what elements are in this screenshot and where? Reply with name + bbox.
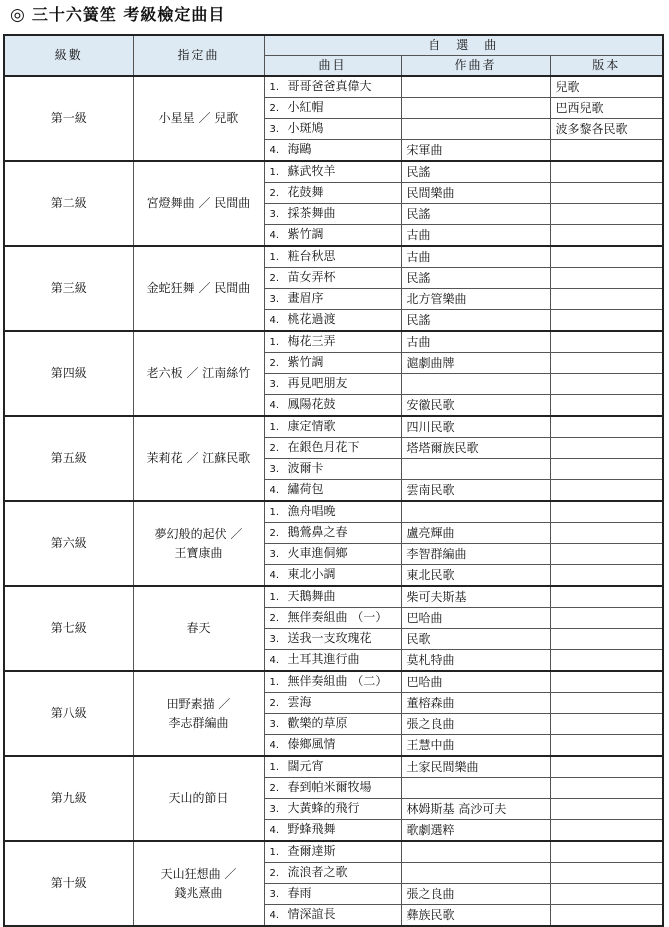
- composer-cell: 民間樂曲: [401, 183, 550, 204]
- circle-mark-icon: ◎: [10, 5, 26, 25]
- piece-title-cell: [264, 140, 401, 162]
- composer-cell: 滬劇曲牌: [401, 353, 550, 374]
- piece-title: 春雨: [287, 886, 312, 900]
- level-cell: 第六級: [4, 501, 133, 586]
- piece-number: 3.: [269, 634, 280, 645]
- piece-number: 1.: [269, 167, 280, 178]
- optional-header: 自 選 曲: [264, 35, 663, 56]
- edition-cell: 巴西兒歌: [550, 98, 663, 119]
- piece-title: 在銀色月花下: [287, 440, 360, 454]
- piece-number: 4.: [269, 400, 280, 411]
- composer-cell: 古曲: [401, 246, 550, 268]
- piece-number: 4.: [269, 315, 280, 326]
- piece-title: 康定情歌: [287, 419, 336, 433]
- edition-cell: [550, 183, 663, 204]
- designated-piece-line: 王寶康曲: [174, 545, 223, 560]
- piece-title-cell: [264, 204, 401, 225]
- piece-title: 東北小調: [287, 567, 336, 581]
- piece-title: 繡荷包: [287, 482, 324, 496]
- piece-number: 2.: [269, 443, 280, 454]
- piece-number: 4.: [269, 485, 280, 496]
- piece-title: 春到帕米爾牧場: [287, 780, 372, 794]
- designated-piece-cell: [133, 331, 264, 416]
- edition-cell: [550, 459, 663, 480]
- table-header: [4, 35, 663, 76]
- table-row: [4, 161, 663, 183]
- piece-number: 3.: [269, 379, 280, 390]
- piece-number: 1.: [269, 507, 280, 518]
- piece-title: 花鼓舞: [287, 185, 324, 199]
- designated-piece-line: 茉莉花 ／ 江蘇民歌: [146, 451, 251, 465]
- piece-title-cell: [264, 480, 401, 502]
- piece-number: 1.: [269, 82, 280, 93]
- piece-number: 2.: [269, 528, 280, 539]
- piece-title-cell: [264, 608, 401, 629]
- piece-title: 鳳陽花鼓: [287, 397, 336, 411]
- piece-title: 漁舟唱晚: [287, 504, 336, 518]
- piece-number: 1.: [269, 592, 280, 603]
- piece-number: 4.: [269, 230, 280, 241]
- piece-title-cell: [264, 374, 401, 395]
- piece-title: 紫竹調: [287, 227, 324, 241]
- piece-number: 2.: [269, 868, 280, 879]
- composer-cell: 王慧中曲: [401, 735, 550, 757]
- composer-cell: 安徽民歌: [401, 395, 550, 417]
- piece-title-cell: [264, 395, 401, 417]
- piece-title-cell: [264, 863, 401, 884]
- edition-cell: [550, 820, 663, 842]
- piece-number: 3.: [269, 549, 280, 560]
- piece-title: 小紅帽: [287, 100, 324, 114]
- composer-cell: [401, 119, 550, 140]
- piece-title: 鵝鶯鼻之春: [287, 525, 348, 539]
- designated-piece-cell: [133, 416, 264, 501]
- table-row: [4, 416, 663, 438]
- level-cell: 第八級: [4, 671, 133, 756]
- edition-cell: [550, 905, 663, 927]
- edition-cell: [550, 884, 663, 905]
- piece-title-cell: [264, 416, 401, 438]
- piece-title-cell: [264, 671, 401, 693]
- edition-cell: [550, 438, 663, 459]
- level-cell: 第十級: [4, 841, 133, 926]
- edition-cell: [550, 161, 663, 183]
- piece-title: 海鷗: [287, 142, 312, 156]
- edition-cell: [550, 395, 663, 417]
- edition-cell: [550, 756, 663, 778]
- designated-piece-line: 老六板 ／ 江南絲竹: [146, 366, 251, 380]
- piece-title-cell: [264, 161, 401, 183]
- edition-cell: [550, 268, 663, 289]
- piece-title-cell: [264, 884, 401, 905]
- piece-title-cell: [264, 98, 401, 119]
- level-cell: 第七級: [4, 586, 133, 671]
- piece-number: 2.: [269, 358, 280, 369]
- piece-title-cell: [264, 586, 401, 608]
- designated-piece-line: 李志群編曲: [168, 715, 229, 730]
- designated-piece-cell: [133, 671, 264, 756]
- composer-cell: 莫札特曲: [401, 650, 550, 672]
- designated-piece-line: 夢幻般的起伏 ／: [154, 526, 243, 541]
- piece-title-cell: [264, 905, 401, 927]
- piece-title: 粧台秋思: [287, 249, 336, 263]
- composer-cell: 歌劇選粹: [401, 820, 550, 842]
- piece-title: 天鵝舞曲: [287, 589, 336, 603]
- piece-title: 闊元宵: [287, 759, 324, 773]
- composer-cell: 四川民歌: [401, 416, 550, 438]
- composer-cell: 民謠: [401, 204, 550, 225]
- edition-cell: [550, 608, 663, 629]
- piece-title-cell: [264, 353, 401, 374]
- edition-cell: [550, 374, 663, 395]
- composer-cell: [401, 98, 550, 119]
- piece-title: 紫竹調: [287, 355, 324, 369]
- composer-cell: 雲南民歌: [401, 480, 550, 502]
- piece-title: 採茶舞曲: [287, 206, 336, 220]
- designated-piece-line: 田野素描 ／: [166, 696, 231, 711]
- piece-title: 梅花三弄: [287, 334, 336, 348]
- piece-number: 1.: [269, 422, 280, 433]
- composer-cell: 董榕森曲: [401, 693, 550, 714]
- piece-number: 2.: [269, 783, 280, 794]
- edition-cell: [550, 204, 663, 225]
- composer-cell: 巴哈曲: [401, 608, 550, 629]
- piece-number: 3.: [269, 719, 280, 730]
- composer-cell: [401, 841, 550, 863]
- piece-title: 土耳其進行曲: [287, 652, 360, 666]
- edition-cell: [550, 523, 663, 544]
- composer-cell: 土家民間樂曲: [401, 756, 550, 778]
- piece-title-cell: [264, 459, 401, 480]
- piece-title-cell: [264, 76, 401, 98]
- composer-cell: 張之良曲: [401, 884, 550, 905]
- level-cell: 第三級: [4, 246, 133, 331]
- piece-title-cell: [264, 501, 401, 523]
- piece-number: 1.: [269, 337, 280, 348]
- piece-title: 雲海: [287, 695, 312, 709]
- designated-piece-line: 錢兆熹曲: [174, 885, 223, 900]
- composer-cell: 東北民歌: [401, 565, 550, 587]
- piece-number: 3.: [269, 209, 280, 220]
- composer-cell: 張之良曲: [401, 714, 550, 735]
- piece-title-cell: [264, 119, 401, 140]
- piece-title: 蘇武牧羊: [287, 164, 336, 178]
- composer-cell: [401, 501, 550, 523]
- piece-number: 1.: [269, 847, 280, 858]
- composer-cell: 塔塔爾族民歌: [401, 438, 550, 459]
- designated-piece-line: 宮燈舞曲 ／ 民間曲: [146, 196, 251, 210]
- composer-cell: 李智群編曲: [401, 544, 550, 565]
- composer-cell: [401, 778, 550, 799]
- piece-title-cell: [264, 246, 401, 268]
- piece-title-cell: [264, 331, 401, 353]
- piece-header: 曲目: [264, 56, 401, 77]
- edition-cell: [550, 778, 663, 799]
- piece-title-cell: [264, 629, 401, 650]
- piece-number: 3.: [269, 464, 280, 475]
- piece-title-cell: [264, 841, 401, 863]
- table-body: [4, 76, 663, 926]
- piece-title-cell: [264, 289, 401, 310]
- piece-title: 無伴奏組曲 （二）: [287, 674, 388, 688]
- composer-header: 作曲者: [401, 56, 550, 77]
- level-cell: 第一級: [4, 76, 133, 161]
- piece-title: 情深誼長: [287, 907, 336, 921]
- piece-title-cell: [264, 799, 401, 820]
- piece-title-cell: [264, 438, 401, 459]
- piece-title-cell: [264, 714, 401, 735]
- piece-title-cell: [264, 735, 401, 757]
- piece-title: 送我一支玫瑰花: [287, 631, 372, 645]
- composer-cell: 民謠: [401, 161, 550, 183]
- piece-title-cell: [264, 225, 401, 247]
- composer-cell: [401, 76, 550, 98]
- level-cell: 第九級: [4, 756, 133, 841]
- edition-cell: [550, 246, 663, 268]
- composer-cell: 林姆斯基 高沙可夫: [401, 799, 550, 820]
- table-row: [4, 246, 663, 268]
- table-row: [4, 331, 663, 353]
- level-cell: 第二級: [4, 161, 133, 246]
- table-row: [4, 586, 663, 608]
- edition-cell: [550, 544, 663, 565]
- composer-cell: 北方管樂曲: [401, 289, 550, 310]
- designated-piece-cell: [133, 586, 264, 671]
- piece-number: 3.: [269, 294, 280, 305]
- edition-header: 版本: [550, 56, 663, 77]
- level-cell: 第四級: [4, 331, 133, 416]
- designated-piece-line: 小星星 ／ 兒歌: [158, 111, 239, 125]
- edition-cell: [550, 671, 663, 693]
- composer-cell: [401, 863, 550, 884]
- piece-title: 大黃蜂的飛行: [287, 801, 360, 815]
- piece-number: 4.: [269, 825, 280, 836]
- piece-number: 4.: [269, 145, 280, 156]
- piece-title-cell: [264, 650, 401, 672]
- edition-cell: [550, 225, 663, 247]
- piece-number: 2.: [269, 613, 280, 624]
- edition-cell: [550, 353, 663, 374]
- composer-cell: 盧亮輝曲: [401, 523, 550, 544]
- designated-piece-line: 春天: [186, 621, 211, 635]
- piece-title-cell: [264, 820, 401, 842]
- composer-cell: 彝族民歌: [401, 905, 550, 927]
- level-cell: 第五級: [4, 416, 133, 501]
- edition-cell: [550, 629, 663, 650]
- composer-cell: 巴哈曲: [401, 671, 550, 693]
- designated-piece-line: 天山的節日: [168, 791, 229, 805]
- composer-cell: 宋軍曲: [401, 140, 550, 162]
- piece-title-cell: [264, 544, 401, 565]
- piece-title: 波爾卡: [287, 461, 324, 475]
- piece-title: 桃花過渡: [287, 312, 336, 326]
- composer-cell: 古曲: [401, 225, 550, 247]
- edition-cell: [550, 863, 663, 884]
- piece-number: 1.: [269, 762, 280, 773]
- table-row: [4, 501, 663, 523]
- piece-number: 3.: [269, 124, 280, 135]
- piece-number: 4.: [269, 910, 280, 921]
- composer-cell: 古曲: [401, 331, 550, 353]
- piece-title: 傣鄉風情: [287, 737, 336, 751]
- edition-cell: [550, 565, 663, 587]
- piece-number: 4.: [269, 655, 280, 666]
- piece-number: 2.: [269, 188, 280, 199]
- piece-title: 查爾達斯: [287, 844, 336, 858]
- piece-number: 3.: [269, 889, 280, 900]
- piece-title-cell: [264, 310, 401, 332]
- edition-cell: [550, 650, 663, 672]
- piece-number: 4.: [269, 740, 280, 751]
- piece-number: 2.: [269, 103, 280, 114]
- exam-repertoire-table: [3, 34, 664, 927]
- edition-cell: [550, 586, 663, 608]
- edition-cell: 波多黎各民歌: [550, 119, 663, 140]
- table-row: [4, 756, 663, 778]
- piece-title: 苗女弄杯: [287, 270, 336, 284]
- piece-title: 流浪者之歌: [287, 865, 348, 879]
- edition-cell: [550, 693, 663, 714]
- piece-title-cell: [264, 778, 401, 799]
- edition-cell: [550, 416, 663, 438]
- designated-piece-cell: [133, 161, 264, 246]
- edition-cell: [550, 714, 663, 735]
- piece-number: 2.: [269, 698, 280, 709]
- piece-number: 2.: [269, 273, 280, 284]
- piece-title: 畫眉序: [287, 291, 324, 305]
- edition-cell: [550, 140, 663, 162]
- piece-title-cell: [264, 183, 401, 204]
- edition-cell: [550, 331, 663, 353]
- piece-title-cell: [264, 523, 401, 544]
- designated-piece-cell: [133, 841, 264, 926]
- edition-cell: [550, 480, 663, 502]
- table-row: [4, 671, 663, 693]
- table-row: [4, 841, 663, 863]
- piece-title: 火車進侗鄉: [287, 546, 348, 560]
- edition-cell: [550, 841, 663, 863]
- edition-cell: [550, 501, 663, 523]
- composer-cell: 民謠: [401, 310, 550, 332]
- piece-title-cell: [264, 756, 401, 778]
- page-title: [10, 3, 225, 27]
- edition-cell: [550, 799, 663, 820]
- edition-cell: 兒歌: [550, 76, 663, 98]
- designated-piece-cell: [133, 501, 264, 586]
- piece-number: 1.: [269, 677, 280, 688]
- piece-title: 歡樂的草原: [287, 716, 348, 730]
- designated-piece-line: 天山狂想曲 ／: [160, 866, 237, 881]
- composer-cell: 民謠: [401, 268, 550, 289]
- level-header: 級數: [4, 35, 133, 76]
- piece-title-cell: [264, 268, 401, 289]
- piece-number: 1.: [269, 252, 280, 263]
- piece-number: 3.: [269, 804, 280, 815]
- composer-cell: 民歌: [401, 629, 550, 650]
- piece-title: 野蜂飛舞: [287, 822, 336, 836]
- designated-header: 指定曲: [133, 35, 264, 76]
- edition-cell: [550, 735, 663, 757]
- piece-title: 哥哥爸爸真偉大: [287, 79, 372, 93]
- piece-title: 小斑鳩: [287, 121, 324, 135]
- designated-piece-cell: [133, 76, 264, 161]
- piece-title: 再見吧朋友: [287, 376, 348, 390]
- page-title-text: 三十六簧笙 考級檢定曲目: [31, 5, 226, 24]
- edition-cell: [550, 310, 663, 332]
- designated-piece-cell: [133, 756, 264, 841]
- designated-piece-line: 金蛇狂舞 ／ 民間曲: [146, 281, 251, 295]
- edition-cell: [550, 289, 663, 310]
- table-row: [4, 76, 663, 98]
- composer-cell: [401, 374, 550, 395]
- composer-cell: 柴可夫斯基: [401, 586, 550, 608]
- piece-title: 無伴奏組曲 （一）: [287, 610, 388, 624]
- piece-number: 4.: [269, 570, 280, 581]
- piece-title-cell: [264, 565, 401, 587]
- designated-piece-cell: [133, 246, 264, 331]
- piece-title-cell: [264, 693, 401, 714]
- composer-cell: [401, 459, 550, 480]
